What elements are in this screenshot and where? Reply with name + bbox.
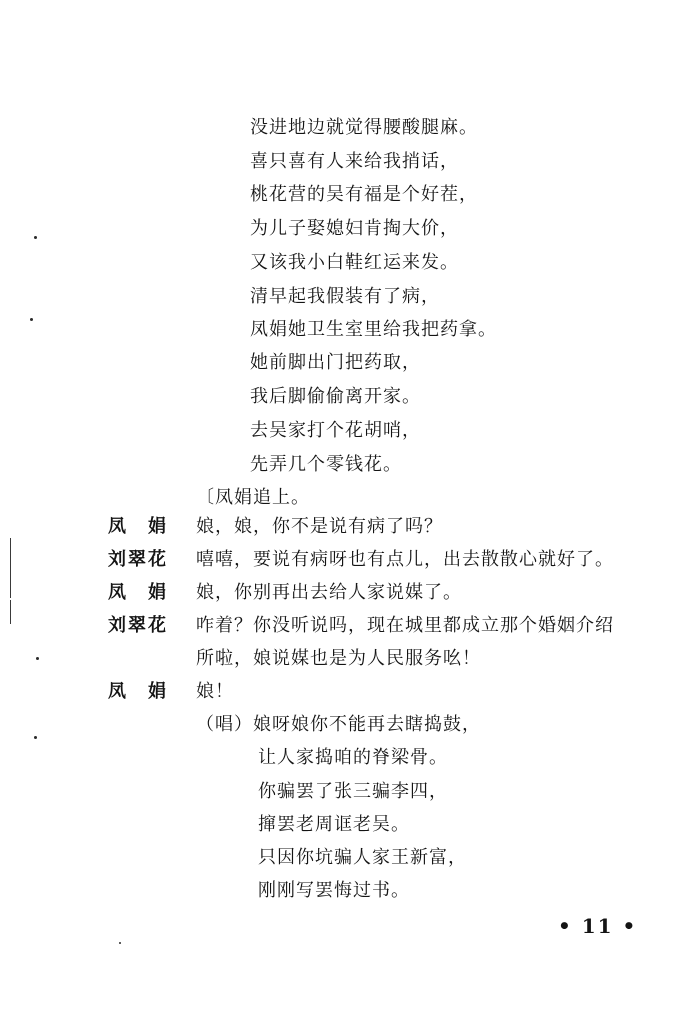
- speaker-name: 凤 娟: [108, 516, 168, 537]
- scan-speck: [34, 736, 37, 739]
- verse-line: 为儿子娶媳妇肯掏大价，: [250, 218, 459, 239]
- verse-line: 桃花营的吴有福是个好茬，: [250, 184, 478, 205]
- verse-line: 刚刚写罢悔过书。: [258, 880, 410, 901]
- speaker-name: 刘翠花: [108, 549, 168, 570]
- verse-line: 你骗罢了张三骗李四，: [258, 781, 448, 802]
- speech-text: 娘，娘，你不是说有病了吗？: [196, 516, 443, 537]
- speaker-name: 刘翠花: [108, 615, 168, 636]
- speech-text: 嘻嘻，要说有病呀也有点儿，出去散散心就好了。: [196, 549, 614, 570]
- verse-line: 清早起我假装有了病，: [250, 286, 440, 307]
- scan-margin-mark: [10, 600, 11, 624]
- verse-line: 让人家捣咱的脊梁骨。: [258, 747, 448, 768]
- page-number: • 11 •: [558, 914, 638, 938]
- speech-text: 咋着？你没听说吗，现在城里都成立那个婚姻介绍: [196, 615, 614, 636]
- scan-speck: [34, 236, 37, 239]
- verse-line: 先弄几个零钱花。: [250, 454, 402, 475]
- scan-margin-mark: [10, 538, 11, 598]
- speech-text: 娘，你别再出去给人家说媒了。: [196, 582, 462, 603]
- speaker-name: 凤 娟: [108, 681, 168, 702]
- verse-line: 没进地边就觉得腰酸腿麻。: [250, 117, 478, 138]
- stage-direction: 〔凤娟追上。: [196, 487, 310, 508]
- verse-line: 我后脚偷偷离开家。: [250, 386, 421, 407]
- verse-line: 喜只喜有人来给我捎话，: [250, 151, 459, 172]
- scan-speck: [30, 318, 33, 321]
- verse-line: 只因你坑骗人家王新富，: [258, 847, 467, 868]
- speaker-name: 凤 娟: [108, 582, 168, 603]
- verse-line: 凤娟她卫生室里给我把药拿。: [250, 319, 497, 340]
- sing-intro-line: （唱）娘呀娘你不能再去瞎捣鼓，: [196, 714, 481, 735]
- scan-speck: [119, 942, 121, 944]
- verse-line: 她前脚出门把药取，: [250, 352, 421, 373]
- scan-speck: [36, 657, 39, 660]
- speech-text: 娘！: [196, 681, 234, 702]
- verse-line: 又该我小白鞋红运来发。: [250, 252, 459, 273]
- verse-line: 去吴家打个花胡哨，: [250, 420, 421, 441]
- speech-continuation: 所啦，娘说媒也是为人民服务吆！: [196, 648, 481, 669]
- verse-line: 撺罢老周诓老吴。: [258, 814, 410, 835]
